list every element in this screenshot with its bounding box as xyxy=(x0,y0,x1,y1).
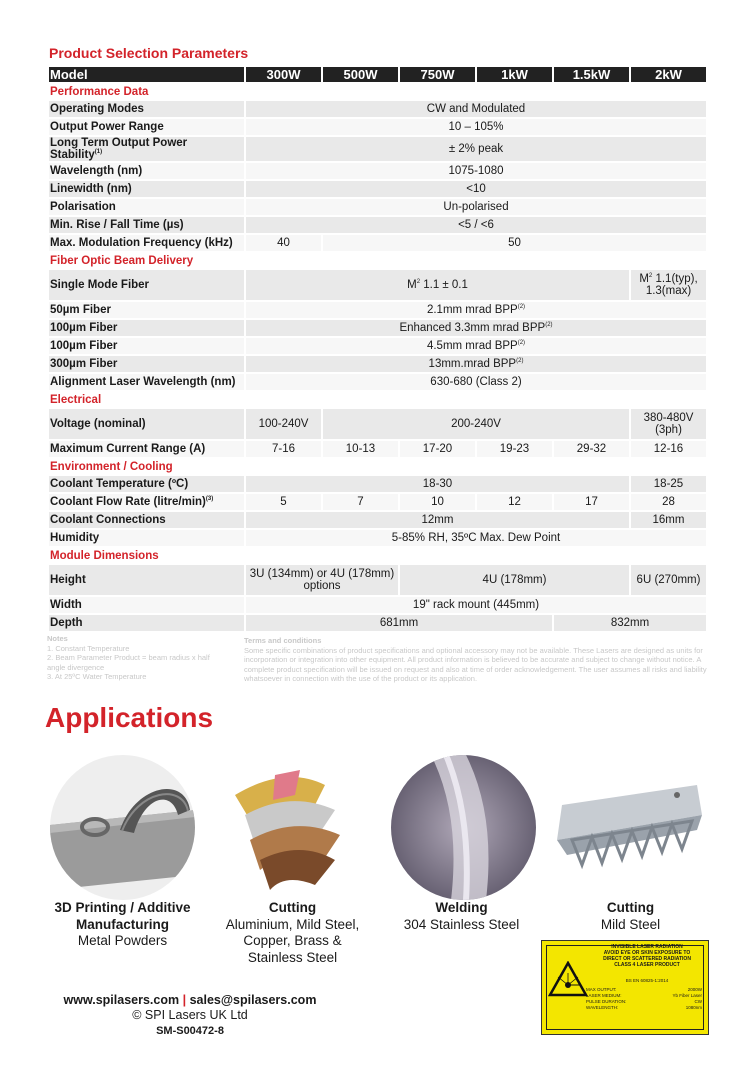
row-label: Single Mode Fiber xyxy=(49,270,244,300)
section-dimensions: Module Dimensions xyxy=(49,548,706,563)
row-value: 100-240V xyxy=(246,409,321,439)
app-caption-cutting-mild xyxy=(543,900,718,933)
spec-table xyxy=(47,65,708,633)
table-row xyxy=(49,320,706,336)
row-value: 630-680 (Class 2) xyxy=(246,374,706,390)
app-title: 3D Printing / Additive xyxy=(54,900,191,915)
header-1-5kw: 1.5kW xyxy=(554,67,629,82)
cutting-steel-image xyxy=(557,755,702,900)
section-fiber: Fiber Optic Beam Delivery xyxy=(49,253,706,268)
section-performance: Performance Data xyxy=(49,84,706,99)
row-value: 18-25 xyxy=(631,476,706,492)
value-text: 380-480V xyxy=(643,412,694,424)
table-row xyxy=(49,163,706,179)
spec-value: CW xyxy=(694,999,702,1004)
row-label: Output Power Range xyxy=(49,119,244,135)
row-label: Height xyxy=(49,565,244,595)
note-item: 1. Constant Temperature xyxy=(47,643,130,653)
row-value: 7-16 xyxy=(246,441,321,457)
row-value: 40 xyxy=(246,235,321,251)
row-value: 1075-1080 xyxy=(246,163,706,179)
row-value: 4U (178mm) xyxy=(400,565,629,595)
app-title: Cutting xyxy=(606,900,655,915)
copyright: © SPI Lasers UK Ltd xyxy=(132,1008,248,1022)
table-row xyxy=(49,374,706,390)
table-row xyxy=(49,270,706,300)
row-value: 5 xyxy=(246,494,321,510)
row-label: 100µm Fiber xyxy=(49,338,244,354)
spec-value: Yb Fiber Laser xyxy=(672,993,702,998)
table-row xyxy=(49,530,706,546)
table-row xyxy=(49,494,706,510)
row-label: Linewidth (nm) xyxy=(49,181,244,197)
spec-key: LASER MEDIUM: xyxy=(586,993,622,998)
row-value xyxy=(246,356,706,372)
row-value: 7 xyxy=(323,494,398,510)
row-label: 100µm Fiber xyxy=(49,320,244,336)
table-row xyxy=(49,356,706,372)
superscript: 2 xyxy=(648,273,653,280)
value-text: Enhanced 3.3mm mrad BPP xyxy=(399,322,546,334)
footnote-ref: (2) xyxy=(517,340,526,347)
welding-image xyxy=(391,755,536,900)
row-value: 29-32 xyxy=(554,441,629,457)
value-text: 3U (134mm) or 4U (178mm) xyxy=(249,568,395,580)
table-row xyxy=(49,235,706,251)
row-value: 681mm xyxy=(246,615,552,631)
table-row xyxy=(49,512,706,528)
value-text: 4.5mm mrad BPP xyxy=(426,340,518,352)
row-label: Depth xyxy=(49,615,244,631)
row-value xyxy=(246,320,706,336)
header-750w: 750W xyxy=(400,67,475,82)
email-link[interactable]: sales@spilasers.com xyxy=(189,993,317,1007)
app-title: Welding xyxy=(435,900,488,915)
table-row xyxy=(49,217,706,233)
row-label xyxy=(49,137,244,161)
warning-line: DIRECT OR SCATTERED RADIATION xyxy=(603,956,691,962)
footer xyxy=(40,993,340,1039)
spec-key: MAX OUTPUT: xyxy=(586,987,617,992)
row-label: Maximum Current Range (A) xyxy=(49,441,244,457)
section-environment: Environment / Cooling xyxy=(49,459,706,474)
spec-line xyxy=(586,1005,702,1011)
footnote-ref: (2) xyxy=(545,322,553,329)
row-label: Polarisation xyxy=(49,199,244,215)
terms xyxy=(244,636,707,684)
footnote-ref: (2) xyxy=(516,358,524,365)
page-title: Product Selection Parameters xyxy=(49,45,249,61)
value-text: M xyxy=(639,273,649,285)
value-text: 1.3(max) xyxy=(645,285,692,297)
header-300w: 300W xyxy=(246,67,321,82)
table-row xyxy=(49,137,706,161)
row-value: 10-13 xyxy=(323,441,398,457)
section-electrical: Electrical xyxy=(49,392,706,407)
app-desc: Metal Powders xyxy=(77,933,168,948)
document-code: SM-S00472-8 xyxy=(156,1025,224,1037)
row-value xyxy=(631,409,706,439)
row-value: 17-20 xyxy=(400,441,475,457)
row-value: <10 xyxy=(246,181,706,197)
warning-text xyxy=(594,944,700,968)
row-label: Humidity xyxy=(49,530,244,546)
row-value: 17 xyxy=(554,494,629,510)
row-value: 200-240V xyxy=(323,409,629,439)
app-title: Cutting xyxy=(268,900,317,915)
row-value xyxy=(631,270,706,300)
spec-value: 1080nm xyxy=(685,1005,702,1010)
value-text: 1.1 ± 0.1 xyxy=(420,279,468,291)
header-500w: 500W xyxy=(323,67,398,82)
3d-printing-image xyxy=(50,755,195,900)
value-text: M xyxy=(407,279,417,291)
spec-key: PULSE DURATION: xyxy=(586,999,627,1004)
row-value: 5-85% RH, 35ºC Max. Dew Point xyxy=(246,530,706,546)
spec-value: 2000W xyxy=(687,987,702,992)
row-value: 28 xyxy=(631,494,706,510)
note-item: 2. Beam Parameter Product = beam radius x half angle divergence xyxy=(47,653,210,672)
row-label: Wavelength (nm) xyxy=(49,163,244,179)
row-value: 10 – 105% xyxy=(246,119,706,135)
row-value: 50 xyxy=(323,235,706,251)
header-model: Model xyxy=(49,67,244,82)
footer-separator: | xyxy=(182,993,187,1007)
row-value xyxy=(246,302,706,318)
row-value: 832mm xyxy=(554,615,706,631)
app-desc: 304 Stainless Steel xyxy=(403,916,520,932)
footnote-ref: (3) xyxy=(205,496,214,503)
row-label: Coolant Temperature (ºC) xyxy=(49,476,244,492)
terms-title: Terms and conditions xyxy=(244,636,322,645)
table-row xyxy=(49,615,706,631)
app-desc: Stainless Steel xyxy=(247,949,338,965)
app-desc: Aluminium, Mild Steel, xyxy=(225,916,360,932)
value-text: (3ph) xyxy=(655,424,682,436)
warning-line: AVOID EYE OR SKIN EXPOSURE TO xyxy=(603,950,691,956)
table-row xyxy=(49,441,706,457)
cutting-parts-image xyxy=(215,755,360,900)
row-value: ± 2% peak xyxy=(246,137,706,161)
row-label: Max. Modulation Frequency (kHz) xyxy=(49,235,244,251)
header-row xyxy=(49,67,706,82)
row-label: 300µm Fiber xyxy=(49,356,244,372)
row-label: Voltage (nominal) xyxy=(49,409,244,439)
row-value: Un-polarised xyxy=(246,199,706,215)
table-row xyxy=(49,101,706,117)
row-value: 18-30 xyxy=(246,476,629,492)
footnote-ref: (2) xyxy=(517,304,526,311)
row-value: 12-16 xyxy=(631,441,706,457)
label-text: Long Term Output Power Stability xyxy=(50,137,188,161)
row-value: 16mm xyxy=(631,512,706,528)
terms-text: Some specific combinations of product specifications and optional accessory may not be available. These Lasers are designed as units for incorporation or integration into other equipment. All product information is believed to be accurate and subject to change without notice. A complete product specification will be issued on request and also at time of order acknowledgement. The user assumes all risks and liability whatsoever in connection with the use of the product or its application. xyxy=(244,645,707,683)
table-row xyxy=(49,181,706,197)
superscript: 2 xyxy=(416,279,421,286)
row-label: Operating Modes xyxy=(49,101,244,117)
app-desc: Mild Steel xyxy=(600,916,661,932)
app-caption-3d-printing xyxy=(35,900,210,950)
warning-standard: BS EN 60825-1:2014 xyxy=(625,978,669,983)
row-value: 19" rack mount (445mm) xyxy=(246,597,706,613)
row-label: Width xyxy=(49,597,244,613)
value-text: 13mm.mrad BPP xyxy=(428,358,517,370)
app-caption-welding xyxy=(374,900,549,933)
table-row xyxy=(49,597,706,613)
label-text: Coolant Flow Rate (litre/min) xyxy=(50,496,206,508)
warning-specs xyxy=(586,987,702,1011)
warning-line: CLASS 4 LASER PRODUCT xyxy=(614,962,680,968)
row-label: Coolant Connections xyxy=(49,512,244,528)
table-row xyxy=(49,302,706,318)
row-value xyxy=(246,270,629,300)
header-1kw: 1kW xyxy=(477,67,552,82)
table-row xyxy=(49,565,706,595)
notes xyxy=(47,634,227,682)
table-row xyxy=(49,119,706,135)
row-value: <5 / <6 xyxy=(246,217,706,233)
footnote-ref: (1) xyxy=(94,149,103,156)
value-text: 2.1mm mrad BPP xyxy=(426,304,518,316)
row-value: 12 xyxy=(477,494,552,510)
table-row xyxy=(49,338,706,354)
row-label: 50µm Fiber xyxy=(49,302,244,318)
warning-line: INVISIBLE LASER RADIATION xyxy=(611,944,683,950)
row-value: 6U (270mm) xyxy=(631,565,706,595)
laser-hazard-icon xyxy=(548,961,588,997)
app-title: Manufacturing xyxy=(76,916,169,932)
row-value: 12mm xyxy=(246,512,629,528)
notes-title: Notes xyxy=(47,634,68,643)
spec-key: WAVELENGTH: xyxy=(586,1005,619,1010)
note-item: 3. At 25ºC Water Temperature xyxy=(47,672,147,681)
header-2kw: 2kW xyxy=(631,67,706,82)
row-label: Alignment Laser Wavelength (nm) xyxy=(49,374,244,390)
app-caption-cutting xyxy=(205,900,380,966)
row-label xyxy=(49,494,244,510)
row-label: Min. Rise / Fall Time (µs) xyxy=(49,217,244,233)
laser-warning-label xyxy=(541,940,709,1035)
app-desc: Copper, Brass & xyxy=(243,933,342,948)
table-row xyxy=(49,199,706,215)
table-row xyxy=(49,476,706,492)
row-value: 19-23 xyxy=(477,441,552,457)
row-value xyxy=(246,338,706,354)
table-row xyxy=(49,409,706,439)
row-value xyxy=(246,565,398,595)
row-value: CW and Modulated xyxy=(246,101,706,117)
website-link[interactable]: www.spilasers.com xyxy=(63,993,180,1007)
value-text: options xyxy=(303,580,341,592)
applications-title: Applications xyxy=(45,702,214,733)
value-text: 1.1(typ), xyxy=(652,273,698,285)
row-value: 10 xyxy=(400,494,475,510)
